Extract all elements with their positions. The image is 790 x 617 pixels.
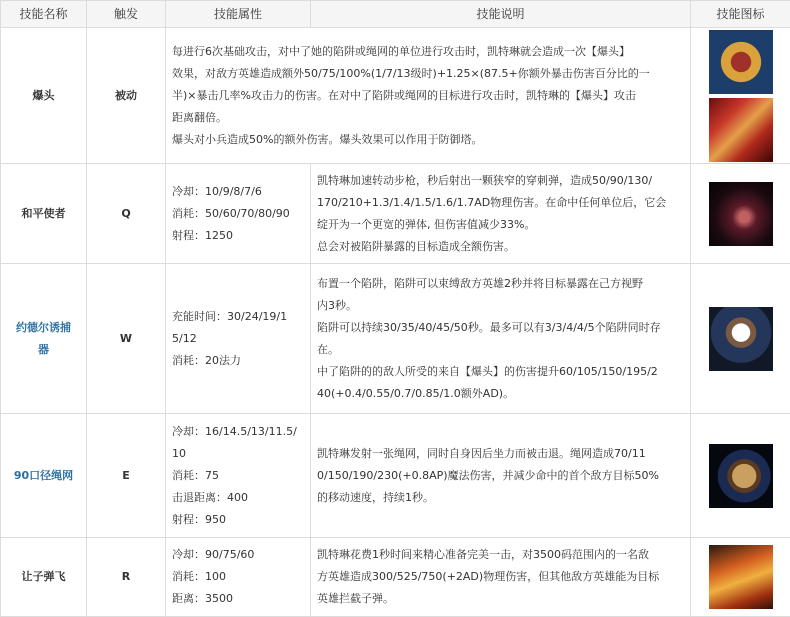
description-line: 绽开为一个更宽的弹体, 但伤害值减少33%。 [317, 214, 684, 236]
header-attributes: 技能属性 [166, 1, 311, 28]
description-line: 陷阱可以持续30/35/40/45/50秒。最多可以有3/3/4/4/5个陷阱同时存 [317, 317, 684, 339]
skill-name: 和平使者 [1, 164, 87, 264]
skill-icon-cell [691, 414, 790, 538]
attribute-line: 射程：950 [172, 509, 304, 531]
skill-name: 爆头 [1, 28, 87, 164]
yordle-snap-trap-icon [709, 307, 773, 371]
description-line: 170/210+1.3/1.4/1.5/1.6/1.7AD物理伤害。在命中任何单位后，它会 [317, 192, 684, 214]
attribute-line: 消耗：100 [172, 566, 304, 588]
attribute-line: 10 [172, 443, 304, 465]
description-line: 在。 [317, 339, 684, 361]
skill-icon-cell [691, 264, 790, 414]
skill-description [311, 164, 691, 264]
skill-description [166, 28, 691, 164]
skill-name-line[interactable]: 约德尔诱捕 [1, 317, 86, 339]
skill-name: 让子弹飞 [1, 538, 87, 617]
skill-trigger: W [87, 264, 166, 414]
header-trigger: 触发 [87, 1, 166, 28]
description-line: 中了陷阱的的敌人所受的来自【爆头】的伤害提升60/105/150/195/2 [317, 361, 684, 383]
table-row [1, 164, 790, 264]
skill-trigger: R [87, 538, 166, 617]
description-line: 距离翻倍。 [172, 107, 684, 129]
skill-name-line[interactable]: 器 [1, 339, 86, 361]
description-line: 半)×暴击几率%攻击力的伤害。在对中了陷阱或绳网的目标进行攻击时，凯特琳的【爆头】攻击 [172, 85, 684, 107]
table-row [1, 28, 790, 164]
attribute-line: 击退距离：400 [172, 487, 304, 509]
description-line: 总会对被陷阱暴露的目标造成全额伤害。 [317, 236, 684, 258]
description-line: 的移动速度，持续1秒。 [317, 487, 684, 509]
attribute-line: 距离：3500 [172, 588, 304, 610]
skill-attributes [166, 414, 311, 538]
table-row [1, 414, 790, 538]
skill-icon-cell [691, 164, 790, 264]
skill-icon-cell [691, 28, 790, 164]
description-line: 英雄拦截子弹。 [317, 588, 684, 610]
description-line: 内3秒。 [317, 295, 684, 317]
header-row [1, 1, 790, 28]
description-line: 凯特琳花费1秒时间来精心准备完美一击，对3500码范围内的一名敌 [317, 544, 684, 566]
skill-description [311, 414, 691, 538]
skill-description [311, 264, 691, 414]
caliber-net-icon [709, 444, 773, 508]
attribute-line: 消耗：50/60/70/80/90 [172, 203, 304, 225]
skill-trigger: E [87, 414, 166, 538]
skill-name-link[interactable] [1, 264, 87, 414]
attribute-line: 冷却：16/14.5/13/11.5/ [172, 421, 304, 443]
ace-in-the-hole-icon [709, 545, 773, 609]
attribute-line: 5/12 [172, 328, 304, 350]
description-line: 凯特琳发射一张绳网，同时自身因后坐力而被击退。绳网造成70/11 [317, 443, 684, 465]
piltover-peacemaker-icon [709, 182, 773, 246]
attribute-line: 射程：1250 [172, 225, 304, 247]
header-skill-name: 技能名称 [1, 1, 87, 28]
attribute-line: 消耗：20法力 [172, 350, 304, 372]
attribute-line: 充能时间：30/24/19/1 [172, 306, 304, 328]
headshot-bullet-icon [709, 98, 773, 162]
table-row [1, 264, 790, 414]
attribute-line: 消耗：75 [172, 465, 304, 487]
skill-trigger: Q [87, 164, 166, 264]
skill-trigger: 被动 [87, 28, 166, 164]
header-description: 技能说明 [311, 1, 691, 28]
attribute-line: 冷却：90/75/60 [172, 544, 304, 566]
description-line: 每进行6次基础攻击，对中了她的陷阱或绳网的单位进行攻击时，凯特琳就会造成一次【爆头】 [172, 41, 684, 63]
header-icon: 技能图标 [691, 1, 790, 28]
description-line: 爆头对小兵造成50%的额外伤害。爆头效果可以作用于防御塔。 [172, 129, 684, 151]
skill-attributes [166, 164, 311, 264]
attribute-line: 冷却：10/9/8/7/6 [172, 181, 304, 203]
description-line: 效果，对敌方英雄造成额外50/75/100%(1/7/13级时)+1.25×(87.5+你额外暴击伤害百分比的一 [172, 63, 684, 85]
skill-name-link[interactable]: 90口径绳网 [1, 414, 87, 538]
skill-description [311, 538, 691, 617]
skill-attributes [166, 264, 311, 414]
description-line: 方英雄造成300/525/750(+2AD)物理伤害，但其他敌方英雄能为目标 [317, 566, 684, 588]
description-line: 布置一个陷阱，陷阱可以束缚敌方英雄2秒并将目标暴露在己方视野 [317, 273, 684, 295]
skill-icon-cell [691, 538, 790, 617]
skill-attributes [166, 538, 311, 617]
description-line: 凯特琳加速转动步枪，秒后射出一颗狭窄的穿刺弹，造成50/90/130/ [317, 170, 684, 192]
description-line: 40(+0.4/0.55/0.7/0.85/1.0额外AD)。 [317, 383, 684, 405]
headshot-gear-icon [709, 30, 773, 94]
table-row [1, 538, 790, 617]
description-line: 0/150/190/230(+0.8AP)魔法伤害，并减少命中的首个敌方目标50% [317, 465, 684, 487]
